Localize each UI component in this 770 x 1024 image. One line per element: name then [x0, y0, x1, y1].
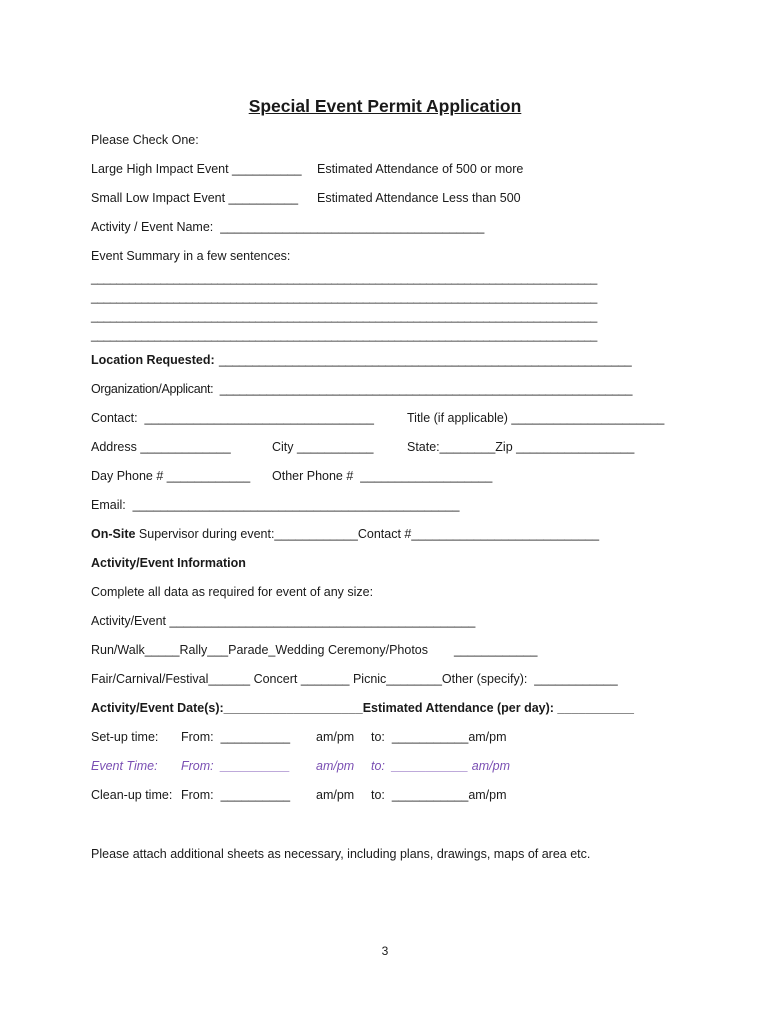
location-field[interactable]: ______________________________________________________________ [219, 353, 632, 367]
cleanup-to-field[interactable]: to: ___________am/pm [371, 788, 507, 802]
activity-info-heading: Activity/Event Information [91, 556, 246, 570]
attach-note: Please attach additional sheets as necessary, including plans, drawings, maps of area etc. [91, 847, 591, 861]
event-time-label: Event Time: [91, 759, 158, 773]
small-event-field[interactable]: Small Low Impact Event __________ [91, 191, 299, 205]
state-zip-field[interactable]: State:________Zip _________________ [407, 440, 635, 454]
onsite-supervisor-field[interactable] [91, 526, 599, 542]
summary-line[interactable]: ________________________________________________________________________________ [91, 328, 597, 342]
setup-to-field[interactable]: to: ___________am/pm [371, 730, 507, 744]
address-field[interactable]: Address _____________ [91, 440, 231, 454]
day-phone-field[interactable]: Day Phone # ____________ [91, 469, 251, 483]
activity-name-field[interactable]: Activity / Event Name: ______________________________________ [91, 220, 485, 234]
event-dates-field[interactable]: Activity/Event Date(s):____________________Estimated Attendance (per day): ___________ [91, 701, 634, 715]
other-phone-field[interactable]: Other Phone # ___________________ [272, 469, 493, 483]
event-time-ampm-label: am/pm [316, 759, 355, 773]
activity-event-field[interactable]: Activity/Event ____________________________________________ [91, 614, 476, 628]
check-one-label: Please Check One: [91, 133, 199, 147]
onsite-label: On-Site [91, 527, 136, 541]
setup-time-label: Set-up time: [91, 730, 159, 744]
large-event-field[interactable]: Large High Impact Event __________ [91, 162, 302, 176]
small-attendance-label: Estimated Attendance Less than 500 [317, 191, 521, 205]
email-field[interactable]: Email: _______________________________________________ [91, 498, 460, 512]
setup-from-field[interactable]: From: __________ [181, 730, 291, 744]
page-number: 3 [381, 944, 389, 958]
summary-label: Event Summary in a few sentences: [91, 249, 291, 263]
organization-field[interactable]: Organization/Applicant: ______________________________________________________________ [91, 382, 633, 396]
summary-line[interactable]: ________________________________________________________________________________ [91, 290, 597, 304]
location-label: Location Requested: [91, 353, 215, 367]
event-time-from-field[interactable]: From: __________ [181, 759, 291, 773]
event-time-to-field[interactable]: to: ___________ am/pm [371, 759, 510, 773]
city-field[interactable]: City ___________ [272, 440, 374, 454]
title-field[interactable]: Title (if applicable) ______________________ [407, 411, 665, 425]
page-title: Special Event Permit Application [248, 96, 522, 116]
event-type-field[interactable]: Run/Walk_____Rally___Parade_Wedding Ceremony/Photos [91, 643, 429, 657]
event-type-blank[interactable]: ____________ [454, 643, 538, 657]
setup-ampm-label: am/pm [316, 730, 355, 744]
fair-concert-field[interactable]: Fair/Carnival/Festival______ Concert _______ Picnic________Other (specify): ____________ [91, 672, 618, 686]
summary-line[interactable]: ________________________________________________________________________________ [91, 309, 597, 323]
contact-field[interactable]: Contact: _________________________________ [91, 411, 374, 425]
cleanup-time-label: Clean-up time: [91, 788, 173, 802]
complete-all-label: Complete all data as required for event of any size: [91, 585, 374, 599]
cleanup-ampm-label: am/pm [316, 788, 355, 802]
onsite-rest: Supervisor during event:____________Contact #___________________________ [135, 527, 600, 541]
large-attendance-label: Estimated Attendance of 500 or more [317, 162, 524, 176]
summary-line[interactable]: ________________________________________________________________________________ [91, 271, 597, 285]
cleanup-from-field[interactable]: From: __________ [181, 788, 291, 802]
